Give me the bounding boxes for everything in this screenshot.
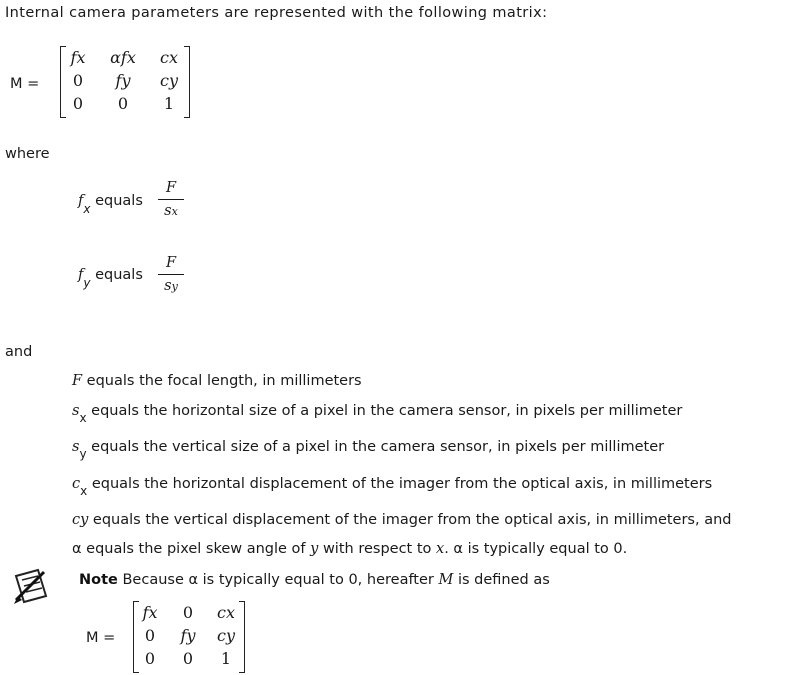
m1-cell-afx: αfx — [110, 48, 136, 67]
def-F — [72, 373, 362, 389]
note-label: Note — [79, 572, 118, 588]
fx-denominator-sub: x — [171, 205, 178, 218]
m2-cell-fy: fy — [180, 626, 196, 645]
note-text-var: M — [438, 572, 454, 588]
fx-symbol: f — [78, 193, 84, 209]
def-sy-subscript: y — [79, 447, 87, 461]
def-cy — [72, 512, 732, 528]
fy-denominator: s — [164, 278, 172, 294]
def-alpha-var-x: x — [436, 541, 445, 557]
fy-numerator: F — [165, 255, 177, 271]
def-sx-symbol: s — [72, 403, 80, 419]
fy-symbol: f — [78, 267, 84, 283]
m1-cell-10: 0 — [72, 71, 84, 90]
def-cy-symbol: cy — [72, 512, 89, 528]
def-cx-text: equals the horizontal displacement of the imager from the optical axis, in millimeters — [87, 476, 713, 492]
def-F-symbol: F — [72, 373, 83, 389]
fx-equals-word: equals — [95, 193, 143, 209]
def-cx — [72, 476, 713, 498]
def-cx-subscript: x — [80, 484, 88, 498]
matrix1-label: M = — [10, 76, 40, 92]
note-icon — [12, 566, 52, 606]
def-alpha — [72, 541, 627, 557]
fx-fraction-bar — [158, 199, 184, 200]
m2-cell-22: 1 — [220, 649, 232, 668]
intro-text: Internal camera parameters are represented with the following matrix: — [5, 5, 548, 21]
fy-denominator-sub: y — [171, 280, 178, 293]
and-label: and — [5, 344, 33, 360]
m2-cell-cy: cy — [217, 626, 235, 645]
m1-cell-21: 0 — [117, 94, 129, 113]
m1-cell-fy: fy — [115, 71, 131, 90]
def-sy — [72, 439, 665, 461]
fy-subscript: y — [83, 276, 91, 290]
matrix2 — [133, 601, 245, 673]
m1-cell-20: 0 — [72, 94, 84, 113]
m2-cell-20: 0 — [144, 649, 156, 668]
matrix1 — [60, 46, 190, 118]
fy-equals-word: equals — [95, 267, 143, 283]
note-text-pre: Because α is typically equal to 0, hereafter — [122, 572, 439, 588]
fx-subscript: x — [83, 202, 91, 216]
m2-cell-21: 0 — [182, 649, 194, 668]
fy-fraction-bar — [158, 274, 184, 275]
matrix1-right-bracket — [184, 46, 190, 118]
m1-cell-cy: cy — [160, 71, 178, 90]
m2-cell-01: 0 — [182, 603, 194, 622]
def-sx-text: equals the horizontal size of a pixel in the camera sensor, in pixels per millimeter — [86, 403, 683, 419]
def-alpha-mid: with respect to — [318, 541, 437, 557]
def-alpha-pre: α equals the pixel skew angle of — [72, 541, 311, 557]
fy-definition — [78, 267, 143, 290]
def-sy-symbol: s — [72, 439, 80, 455]
m1-cell-fx: fx — [70, 48, 86, 67]
def-alpha-var-y: y — [310, 541, 319, 557]
def-sx-subscript: x — [79, 411, 87, 425]
note-text — [79, 572, 550, 588]
matrix2-label: M = — [86, 630, 116, 646]
def-F-text: equals the focal length, in millimeters — [82, 373, 362, 389]
def-sx — [72, 403, 683, 425]
fy-fraction — [158, 255, 184, 294]
fx-fraction — [158, 180, 184, 219]
def-alpha-post: . α is typically equal to 0. — [444, 541, 628, 557]
fx-numerator: F — [165, 180, 177, 196]
m2-cell-cx: cx — [217, 603, 235, 622]
def-cx-symbol: c — [72, 476, 81, 492]
m2-cell-fx: fx — [142, 603, 158, 622]
fx-denominator: s — [164, 203, 172, 219]
m1-cell-cx: cx — [160, 48, 178, 67]
note-text-post: is defined as — [453, 572, 550, 588]
fx-definition — [78, 193, 143, 216]
def-cy-text: equals the vertical displacement of the imager from the optical axis, in millimeters, and — [88, 512, 732, 528]
m1-cell-22: 1 — [163, 94, 175, 113]
where-label: where — [5, 146, 50, 162]
def-sy-text: equals the vertical size of a pixel in the camera sensor, in pixels per millimeter — [86, 439, 665, 455]
m2-cell-10: 0 — [144, 626, 156, 645]
